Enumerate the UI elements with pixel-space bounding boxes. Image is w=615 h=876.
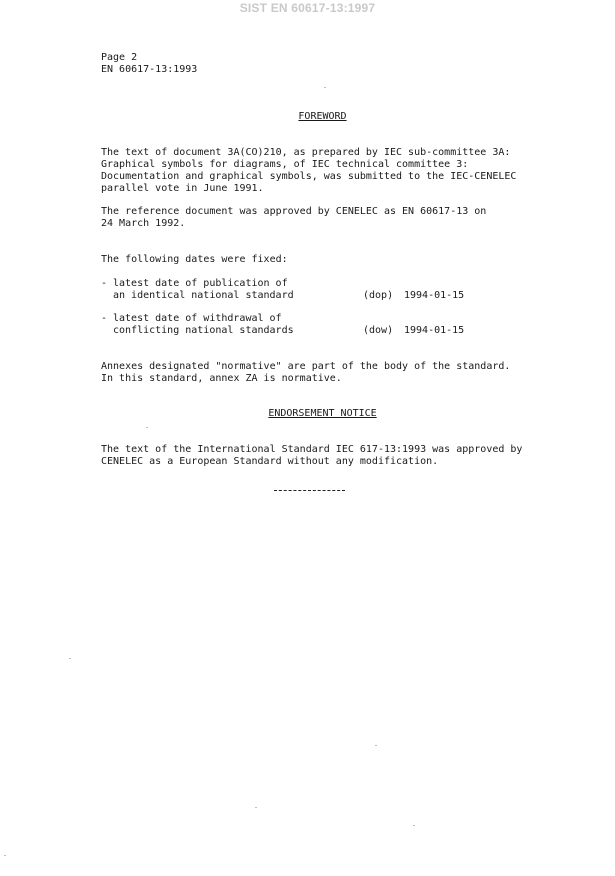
endorsement-paragraph: The text of the International Standard IEC 617-13:1993 was approved by CENELEC as a European Standard without any modification. bbox=[101, 444, 523, 467]
scan-speck bbox=[413, 825, 415, 826]
date-value: 1994-01-15 bbox=[404, 325, 465, 336]
scan-speck bbox=[69, 658, 71, 659]
scan-speck bbox=[4, 855, 6, 856]
annex-paragraph: Annexes designated "normative" are part of the body of the standard. In this standard, annex ZA is normative. bbox=[101, 361, 511, 384]
scan-speck bbox=[324, 87, 326, 88]
date-item-label: latest date of publication of an identical national standard bbox=[113, 278, 294, 301]
date-item-label: latest date of withdrawal of conflicting national standards bbox=[113, 313, 294, 336]
date-code: (dow) bbox=[363, 325, 394, 336]
foreword-paragraph-2: The reference document was approved by CENELEC as EN 60617-13 on 24 March 1992. bbox=[101, 206, 487, 229]
endorsement-heading: ENDORSEMENT NOTICE bbox=[268, 408, 377, 419]
scan-speck bbox=[146, 427, 148, 428]
scan-speck bbox=[255, 807, 257, 808]
document-id: EN 60617-13:1993 bbox=[101, 64, 198, 75]
foreword-paragraph-1: The text of document 3A(CO)210, as prepared by IEC sub-committee 3A: Graphical symbols for diagrams, of IEC technical committee 3: Documentation and graphical symbols, was submitted to the IEC-CENELEC parallel vote in June 1991. bbox=[101, 147, 517, 194]
list-dash: - bbox=[101, 313, 108, 324]
page-number: Page 2 bbox=[101, 52, 138, 63]
list-dash: - bbox=[101, 278, 108, 289]
date-value: 1994-01-15 bbox=[404, 290, 465, 301]
end-rule bbox=[274, 490, 345, 491]
watermark: SIST EN 60617-13:1997 bbox=[239, 1, 376, 15]
dates-intro: The following dates were fixed: bbox=[101, 254, 288, 265]
page-header bbox=[101, 52, 197, 76]
scan-speck bbox=[375, 745, 377, 746]
date-code: (dop) bbox=[363, 290, 394, 301]
foreword-heading: FOREWORD bbox=[298, 111, 347, 122]
